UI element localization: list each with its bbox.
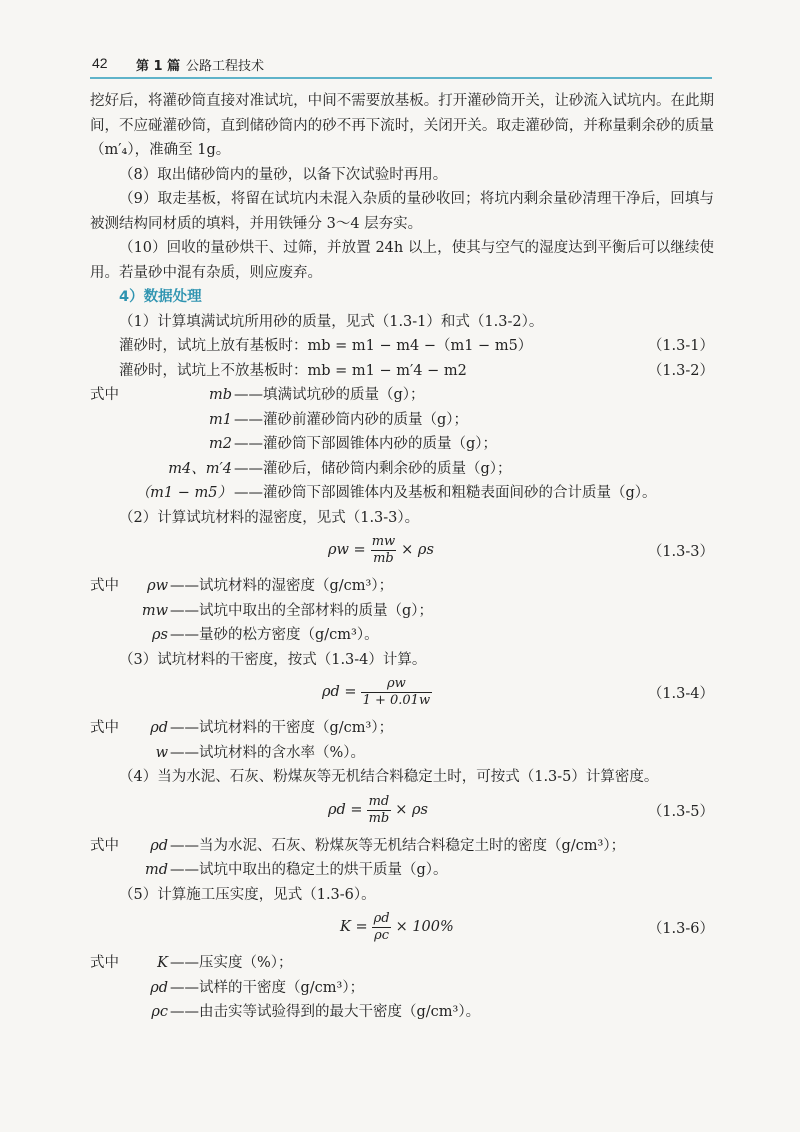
definition-symbol: mw xyxy=(141,602,168,619)
definition-text: ——灌砂筒下部圆锥体内及基板和粗糙表面间砂的合计质量（g）。 xyxy=(234,485,657,501)
part-label: 第 1 篇 xyxy=(136,59,181,74)
equation-number: （1.3-4） xyxy=(647,686,714,702)
definition-symbol: ρd xyxy=(150,720,168,736)
definition-symbol: m2 xyxy=(209,436,232,452)
definition-symbol: m4、m′4 xyxy=(168,460,232,477)
calc-step-1: （1）计算填满试坑所用砂的质量，见式（1.3-1）和式（1.3-2）。 xyxy=(119,313,544,330)
definition-text: ——试坑中取出的稳定土的烘干质量（g）。 xyxy=(170,862,448,878)
fraction-denominator: mb xyxy=(368,810,390,826)
definition-symbol: ρw xyxy=(147,578,168,594)
calc-step-2: （2）计算试坑材料的湿密度，见式（1.3-3）。 xyxy=(119,509,420,526)
definition-row xyxy=(90,976,714,1001)
equation-1-3-4 xyxy=(90,672,714,716)
equation-text: 灌砂时，试坑上不放基板时：mb = m1 − m′4 − m2 xyxy=(119,362,467,379)
equation-text: 灌砂时，试坑上放有基板时：mb = m1 − m4 −（m1 − m5） xyxy=(119,338,533,354)
equation-lhs: ρd = xyxy=(322,684,357,701)
part-title: 公路工程技术 xyxy=(186,59,265,74)
definition-symbol: ρc xyxy=(151,1004,168,1020)
definitions-2 xyxy=(90,574,714,648)
definition-text: ——量砂的松方密度（g/cm³）。 xyxy=(170,627,379,643)
definition-text: ——由击实等试验得到的最大干密度（g/cm³）。 xyxy=(170,1004,481,1020)
definition-symbol: （m1 − m5） xyxy=(135,485,232,501)
definition-row xyxy=(90,574,714,599)
definition-text: ——试坑材料的含水率（%）。 xyxy=(170,744,366,761)
definition-symbol: ρd xyxy=(150,979,168,996)
definition-symbol: md xyxy=(144,862,168,878)
equation-1-3-3 xyxy=(90,530,714,574)
definition-row xyxy=(90,383,714,408)
calc-step-4: （4）当为水泥、石灰、粉煤灰等无机结合料稳定土时，可按式（1.3-5）计算密度。 xyxy=(119,769,659,785)
definition-symbol: w xyxy=(155,744,168,761)
equation-1-3-2 xyxy=(90,359,714,384)
equation-1-3-6 xyxy=(90,907,714,951)
definition-row xyxy=(90,599,714,624)
equation-1-3-1 xyxy=(90,334,714,359)
paragraph-step-10: （10）回收的量砂烘干、过筛，并放置 24h 以上，使其与空气的湿度达到平衡后可以继续使用。若量砂中混有杂质，则应废弃。 xyxy=(90,240,714,281)
definition-row xyxy=(90,481,714,506)
page-header xyxy=(0,0,800,82)
paragraph-continued: 挖好后，将灌砂筒直接对准试坑，中间不需要放基板。打开灌砂筒开关，让砂流入试坑内。在此期间，不应碰灌砂筒，直到储砂筒内的砂不再下流时，关闭开关。取走灌砂筒，并称量剩余砂的质量（m′₄），准确至 1g。 xyxy=(90,93,714,158)
equation-number: （1.3-6） xyxy=(647,921,714,937)
equation-lhs: K = xyxy=(340,919,368,936)
fraction-denominator: ρc xyxy=(374,928,390,943)
calc-step-3: （3）试坑材料的干密度，按式（1.3-4）计算。 xyxy=(119,651,427,668)
equation-number: （1.3-5） xyxy=(647,803,714,820)
definition-symbol: ρs xyxy=(152,627,168,643)
definition-row xyxy=(90,858,714,883)
definition-text: ——压实度（%）； xyxy=(170,955,293,971)
definition-row xyxy=(90,951,714,976)
fraction-numerator: ρw xyxy=(386,676,406,691)
definition-symbol: K xyxy=(157,955,168,971)
equation-rhs: × ρs xyxy=(401,542,434,559)
page-body xyxy=(90,89,714,1025)
paragraph-step-8: （8）取出储砂筒内的量砂，以备下次试验时再用。 xyxy=(119,166,448,183)
definition-symbol: mb xyxy=(208,387,232,403)
calc-step-5: （5）计算施工压实度，见式（1.3-6）。 xyxy=(119,886,376,903)
definition-text: ——灌砂前灌砂筒内砂的质量（g）； xyxy=(234,411,469,428)
equation-lhs: ρd = xyxy=(328,801,363,818)
definition-lead: 式中 xyxy=(90,837,119,854)
equation-1-3-5 xyxy=(90,790,714,834)
definition-text: ——灌砂后，储砂筒内剩余砂的质量（g）； xyxy=(234,460,512,477)
definition-text: ——灌砂筒下部圆锥体内砂的质量（g）； xyxy=(234,436,498,452)
definition-row xyxy=(90,741,714,766)
definition-row xyxy=(90,1000,714,1025)
definitions-5 xyxy=(90,951,714,1025)
definition-symbol: ρd xyxy=(150,837,168,854)
definition-row xyxy=(90,432,714,457)
definition-text: ——当为水泥、石灰、粉煤灰等无机结合料稳定土时的密度（g/cm³）； xyxy=(170,837,626,854)
definitions-3 xyxy=(90,716,714,765)
fraction-numerator: md xyxy=(368,793,390,809)
equation-rhs: × 100% xyxy=(395,919,454,936)
section-heading: 4）数据处理 xyxy=(119,289,202,305)
fraction-denominator: mb xyxy=(373,551,394,566)
definition-text: ——试样的干密度（g/cm³）； xyxy=(170,979,365,996)
definition-text: ——试坑材料的湿密度（g/cm³）； xyxy=(170,578,394,594)
definitions-4 xyxy=(90,834,714,883)
definition-text: ——试坑材料的干密度（g/cm³）； xyxy=(170,720,394,736)
definition-symbol: m1 xyxy=(209,411,232,428)
definitions-1 xyxy=(90,383,714,506)
fraction-denominator: 1 + 0.01w xyxy=(362,693,431,708)
definition-row xyxy=(90,457,714,482)
equation-lhs: ρw = xyxy=(328,542,366,559)
definition-row xyxy=(90,623,714,648)
equation-number: （1.3-2） xyxy=(647,362,714,379)
definition-row xyxy=(90,834,714,859)
definition-lead: 式中 xyxy=(90,387,119,403)
paragraph-step-9: （9）取走基板，将留在试坑内未混入杂质的量砂收回；将坑内剩余量砂清理干净后，回填与被测结构同材质的填料，并用铁锤分 3～4 层夯实。 xyxy=(90,191,714,232)
definition-lead: 式中 xyxy=(90,720,119,736)
header-rule xyxy=(90,77,712,79)
equation-number: （1.3-1） xyxy=(647,338,714,354)
page-number: 42 xyxy=(92,55,108,71)
definition-row xyxy=(90,716,714,741)
equation-number: （1.3-3） xyxy=(647,544,714,560)
definition-lead: 式中 xyxy=(90,578,119,594)
definition-text: ——填满试坑砂的质量（g）； xyxy=(234,387,425,403)
fraction-numerator: mw xyxy=(371,534,396,549)
equation-rhs: × ρs xyxy=(395,801,428,818)
fraction-numerator: ρd xyxy=(373,911,390,926)
definition-text: ——试坑中取出的全部材料的质量（g）； xyxy=(170,602,434,619)
definition-row xyxy=(90,408,714,433)
definition-lead: 式中 xyxy=(90,955,119,971)
